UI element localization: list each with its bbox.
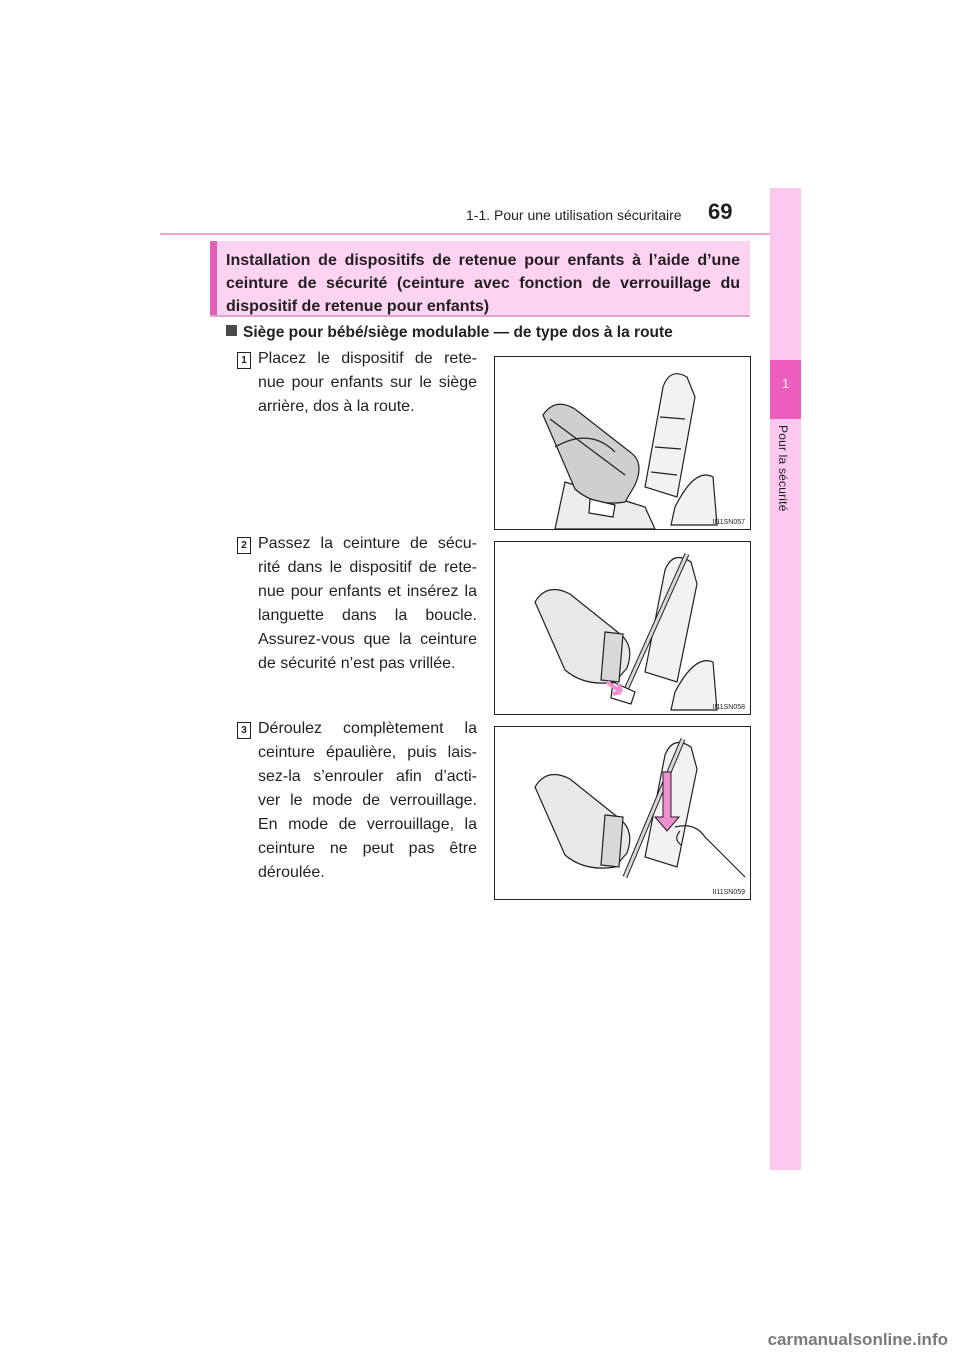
chapter-number: 1 (781, 376, 790, 391)
infant-seat-illustration-1 (495, 357, 750, 529)
step-text-3: Déroulez complètement la ceinture épaulière, puis lais- sez-la s’enrouler afin d’acti- ver le mode de verrouillage. En mode de verrouillage, la ceinture ne peut pas être déroulée. (258, 720, 477, 881)
header-divider (160, 233, 800, 235)
section-title-box (210, 241, 750, 317)
bullet-square-icon (226, 325, 237, 336)
title-accent-bar (210, 241, 217, 315)
infant-seat-illustration-3 (495, 727, 750, 899)
step-number-2: 2 (237, 537, 251, 554)
page-number: 69 (708, 199, 733, 224)
figure-step-1 (494, 356, 751, 530)
figure-code-1: II11SN057 (712, 519, 745, 526)
subheading-text: Siège pour bébé/siège modulable — de type dos à la route (243, 324, 673, 341)
chapter-title: Pour la sécurité (776, 425, 790, 512)
step-number-1: 1 (237, 352, 251, 369)
infant-seat-illustration-2 (495, 542, 750, 714)
subheading (226, 324, 673, 342)
section-title: Installation de dispositifs de retenue pour enfants à l’aide d’une ceinture de sécurité (ceinture avec fonction de verrouillage du dispositif de retenue pour enfants) (226, 252, 740, 315)
figure-step-3 (494, 726, 751, 900)
step-text-2: Passez la ceinture de sécu- rité dans le dispositif de rete- nue pour enfants et insérez la languette dans la boucle. Assurez-vous que la ceinture de sécurité n’est pas vrillée. (258, 535, 477, 672)
figure-code-3: II11SN059 (712, 889, 745, 896)
watermark: carmanualsonline.info (767, 1330, 948, 1349)
chapter-side-tab (770, 188, 801, 1170)
step-text-1: Placez le dispositif de rete- nue pour enfants sur le siège arrière, dos à la route. (258, 350, 477, 415)
figure-code-2: II11SN058 (712, 704, 745, 711)
figure-step-2 (494, 541, 751, 715)
step-number-3: 3 (237, 722, 251, 739)
header-section-title: 1-1. Pour une utilisation sécuritaire (466, 207, 682, 223)
